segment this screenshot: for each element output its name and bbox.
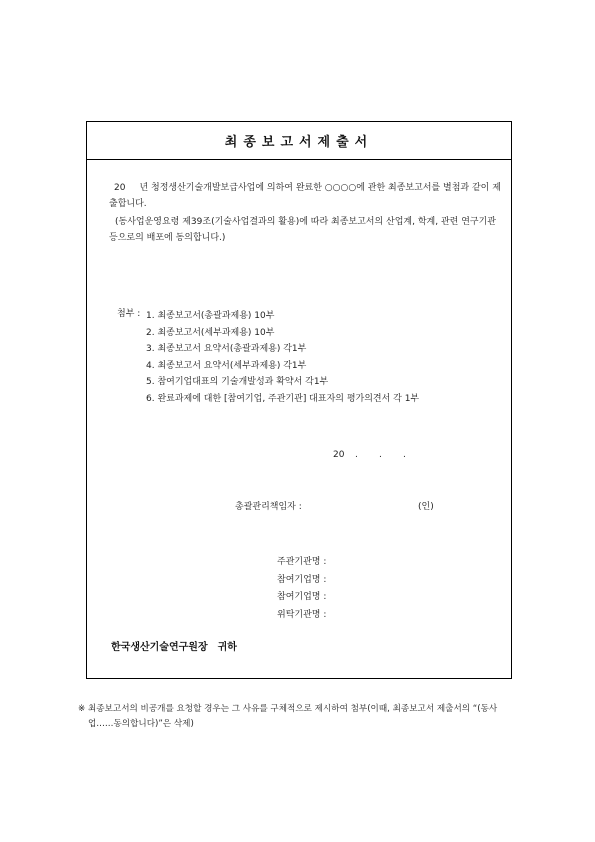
intro-text: 년 청정생산기술개발보급사업에 의하여 완료한 ○○○○에 관한 최종보고서를 별첨과 같이 제출합니다. [109, 183, 501, 209]
consigned-org-label: 위탁기관명 : [277, 609, 327, 620]
reference-mark: ※ [78, 704, 86, 714]
date-separator: . [379, 450, 382, 460]
participating-company-label: 참여기업명 : [277, 592, 327, 602]
manager-label: 총괄관리책임자 : [235, 502, 302, 512]
participating-company-label: 참여기업명 : [277, 574, 327, 585]
attachment-item: 2. 최종보고서(세부과제용) 10부 [146, 327, 275, 338]
footnote [78, 702, 508, 732]
title-row [87, 122, 511, 160]
attachments-list [146, 308, 419, 407]
recipient-honorific: 귀하 [217, 642, 237, 653]
date-separator: . [355, 450, 358, 460]
form-title: 최종보고서제출서 [224, 135, 374, 150]
date-line [333, 449, 416, 461]
recipient-line [111, 642, 237, 654]
date-separator: . [403, 450, 406, 460]
attachment-item: 4. 최종보고서 요약서(세부과제용) 각1부 [146, 360, 307, 371]
footnote-text: 최종보고서의 비공개를 요청할 경우는 그 사유를 구체적으로 제시하여 첨부(이때, 최종보고서 제출서의 “(동사업……동의합니다)”은 삭제) [88, 704, 498, 729]
date-year: 20 [333, 450, 345, 460]
host-org-label: 주관기관명 : [277, 557, 327, 567]
organization-rows [277, 554, 326, 624]
report-submission-form [86, 121, 512, 679]
attachment-item: 5. 참여기업대표의 기술개발성과 확약서 각1부 [146, 377, 329, 387]
attachment-item: 1. 최종보고서(총괄과제용) 10부 [146, 311, 275, 321]
recipient-name: 한국생산기술연구원장 [111, 642, 208, 653]
intro-year: 20 [114, 183, 126, 193]
consent-paragraph [109, 214, 504, 246]
seal-label: (인) [418, 502, 434, 512]
attachment-item: 6. 완료과제에 대한 [참여기업, 주관기관] 대표자의 평가의견서 각 1부 [146, 393, 420, 404]
attachment-item: 3. 최종보고서 요약서(총괄과제용) 각1부 [146, 344, 307, 354]
intro-paragraph [109, 180, 504, 212]
consent-text: (동사업운영요령 제39조(기술사업결과의 활용)에 따라 최종보고서의 산업계, 학계, 관련 연구기관 등으로의 배포에 동의합니다.) [109, 217, 496, 243]
attachments-label: 첨부 : [117, 309, 141, 319]
